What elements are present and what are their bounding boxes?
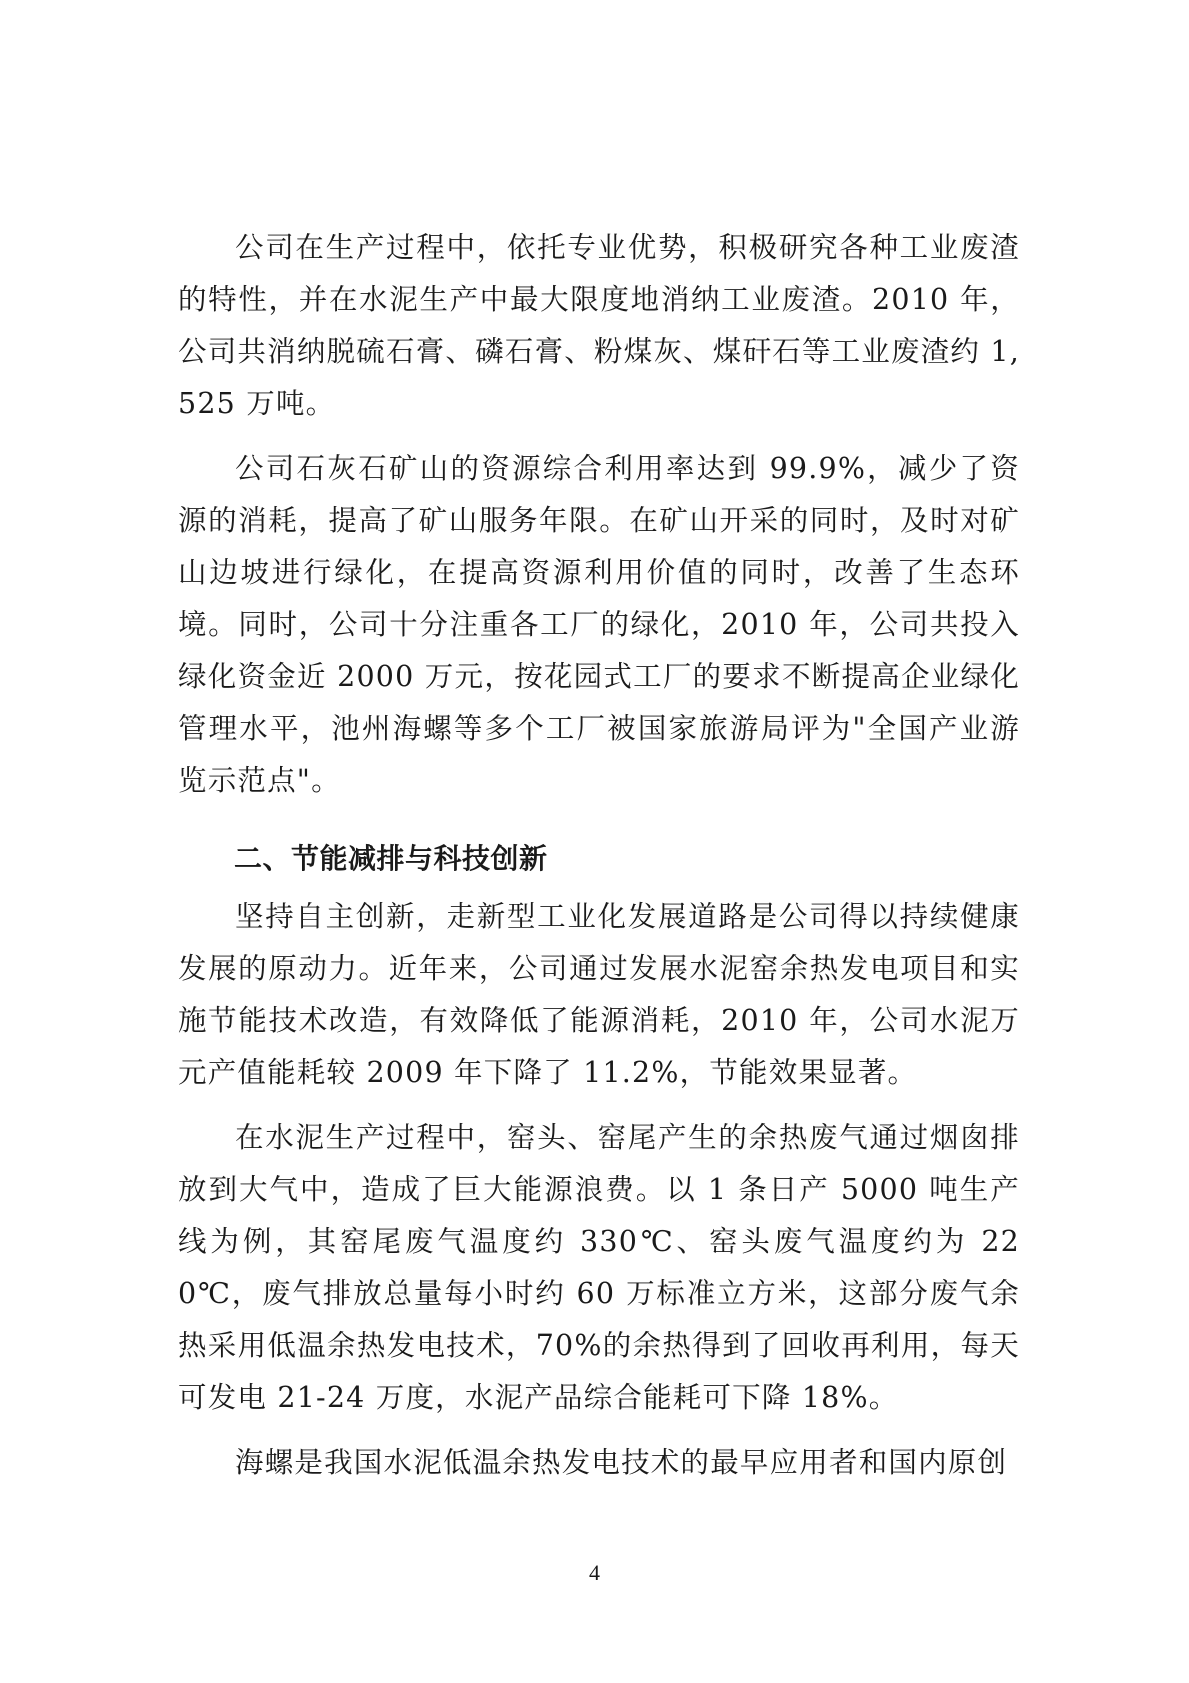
section-heading: 二、节能减排与科技创新 [234,842,548,875]
paragraph-innovation: 坚持自主创新，走新型工业化发展道路是公司得以持续健康发展的原动力。近年来，公司通过发展水泥窑余热发电项目和实施节能技术改造，有效降低了能源消耗，2010 年，公司水泥万元产值能耗较 2009 年下降了 11.2%，节能效果显著。 [178,900,1020,1089]
document-body [178,222,1020,1502]
paragraph-mine-greening: 公司石灰石矿山的资源综合利用率达到 99.9%，减少了资源的消耗，提高了矿山服务年限。在矿山开采的同时，及时对矿山边坡进行绿化，在提高资源利用价值的同时，改善了生态环境。同时，公司十分注重各工厂的绿化，2010 年，公司共投入绿化资金近 2000 万元，按花园式工厂的要求不断提高企业绿化管理水平，池州海螺等多个工厂被国家旅游局评为"全国产业游览示范点"。 [178,452,1020,797]
page-number: 4 [589,1560,600,1585]
paragraph-waste-heat: 在水泥生产过程中，窑头、窑尾产生的余热废气通过烟囱排放到大气中，造成了巨大能源浪费。以 1 条日产 5000 吨生产线为例，其窑尾废气温度约 330℃、窑头废气温度约为 220℃，废气排放总量每小时约 60 万标准立方米，这部分废气余热采用低温余热发电技术，70%的余热得到了回收再利用，每天可发电 21-24 万度，水泥产品综合能耗可下降 18%。 [178,1121,1020,1414]
paragraph-conch-pioneer: 海螺是我国水泥低温余热发电技术的最早应用者和国内原创 [235,1446,1008,1479]
paragraph-waste-utilization: 公司在生产过程中，依托专业优势，积极研究各种工业废渣的特性，并在水泥生产中最大限度地消纳工业废渣。2010 年，公司共消纳脱硫石膏、磷石膏、粉煤灰、煤矸石等工业废渣约 1,525 万吨。 [178,231,1020,420]
